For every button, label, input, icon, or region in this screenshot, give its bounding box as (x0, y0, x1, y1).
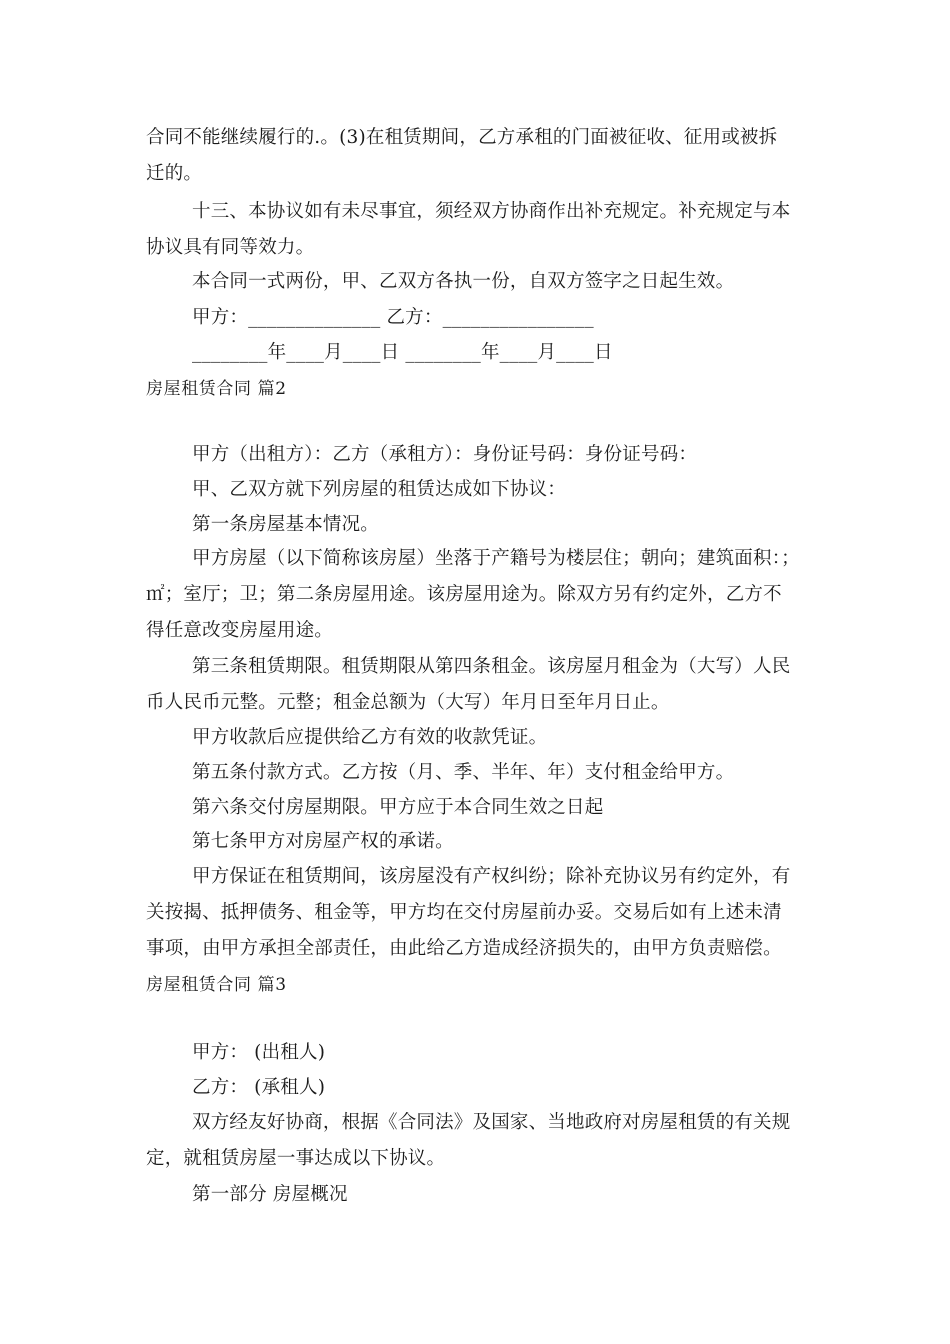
body-line: 甲、乙双方就下列房屋的租赁达成如下协议： (192, 479, 567, 500)
body-line: 本合同一式两份，甲、乙双方各执一份，自双方签字之日起生效。 (192, 271, 735, 292)
date-line: ________年____月____日 ________年____月____日 (192, 342, 613, 363)
body-line: 币人民币元整。元整；租金总额为（大写）年月日至年月日止。 (146, 692, 670, 713)
body-line: 协议具有同等效力。 (146, 237, 315, 258)
body-line: 第五条付款方式。乙方按（月、季、半年、年）支付租金给甲方。 (192, 762, 735, 783)
body-line: 第六条交付房屋期限。甲方应于本合同生效之日起 (192, 797, 604, 818)
body-line: 事项，由甲方承担全部责任，由此给乙方造成经济损失的，由甲方负责赔偿。 (146, 938, 782, 959)
body-line: ㎡；室厅；卫；第二条房屋用途。该房屋用途为。除双方另有约定外，乙方不 (146, 584, 782, 605)
body-line: 迁的。 (146, 163, 203, 184)
signature-line: 甲方：______________ 乙方：________________ (192, 307, 594, 328)
body-line: 定，就租赁房屋一事达成以下协议。 (146, 1148, 446, 1169)
part-heading: 第一部分 房屋概况 (192, 1184, 348, 1205)
party-a-line: 甲方： (出租人) (192, 1042, 326, 1063)
body-line: 甲方保证在租赁期间，该房屋没有产权纠纷；除补充协议另有约定外，有 (192, 866, 791, 887)
body-line: 关按揭、抵押债务、租金等，甲方均在交付房屋前办妥。交易后如有上述未清 (146, 902, 782, 923)
body-line: 第七条甲方对房屋产权的承诺。 (192, 831, 454, 852)
section-heading: 房屋租赁合同 篇3 (146, 975, 287, 995)
body-line: 十三、本协议如有未尽事宜，须经双方协商作出补充规定。补充规定与本 (192, 201, 791, 222)
section-heading: 房屋租赁合同 篇2 (146, 379, 287, 399)
body-line: 合同不能继续履行的.。(3)在租赁期间，乙方承租的门面被征收、征用或被拆 (146, 127, 778, 148)
body-line: 甲方收款后应提供给乙方有效的收款凭证。 (192, 727, 548, 748)
body-line: 双方经友好协商，根据《合同法》及国家、当地政府对房屋租赁的有关规 (192, 1112, 791, 1133)
body-line: 甲方（出租方）：乙方（承租方）：身份证号码：身份证号码： (192, 444, 698, 465)
body-line: 得任意改变房屋用途。 (146, 620, 334, 641)
party-b-line: 乙方： (承租人) (192, 1077, 326, 1098)
body-line: 第三条租赁期限。租赁期限从第四条租金。该房屋月租金为（大写）人民 (192, 656, 791, 677)
body-line: 第一条房屋基本情况。 (192, 514, 380, 535)
body-line: 甲方房屋（以下简称该房屋）坐落于产籍号为楼层住；朝向；建筑面积：； (192, 548, 800, 569)
